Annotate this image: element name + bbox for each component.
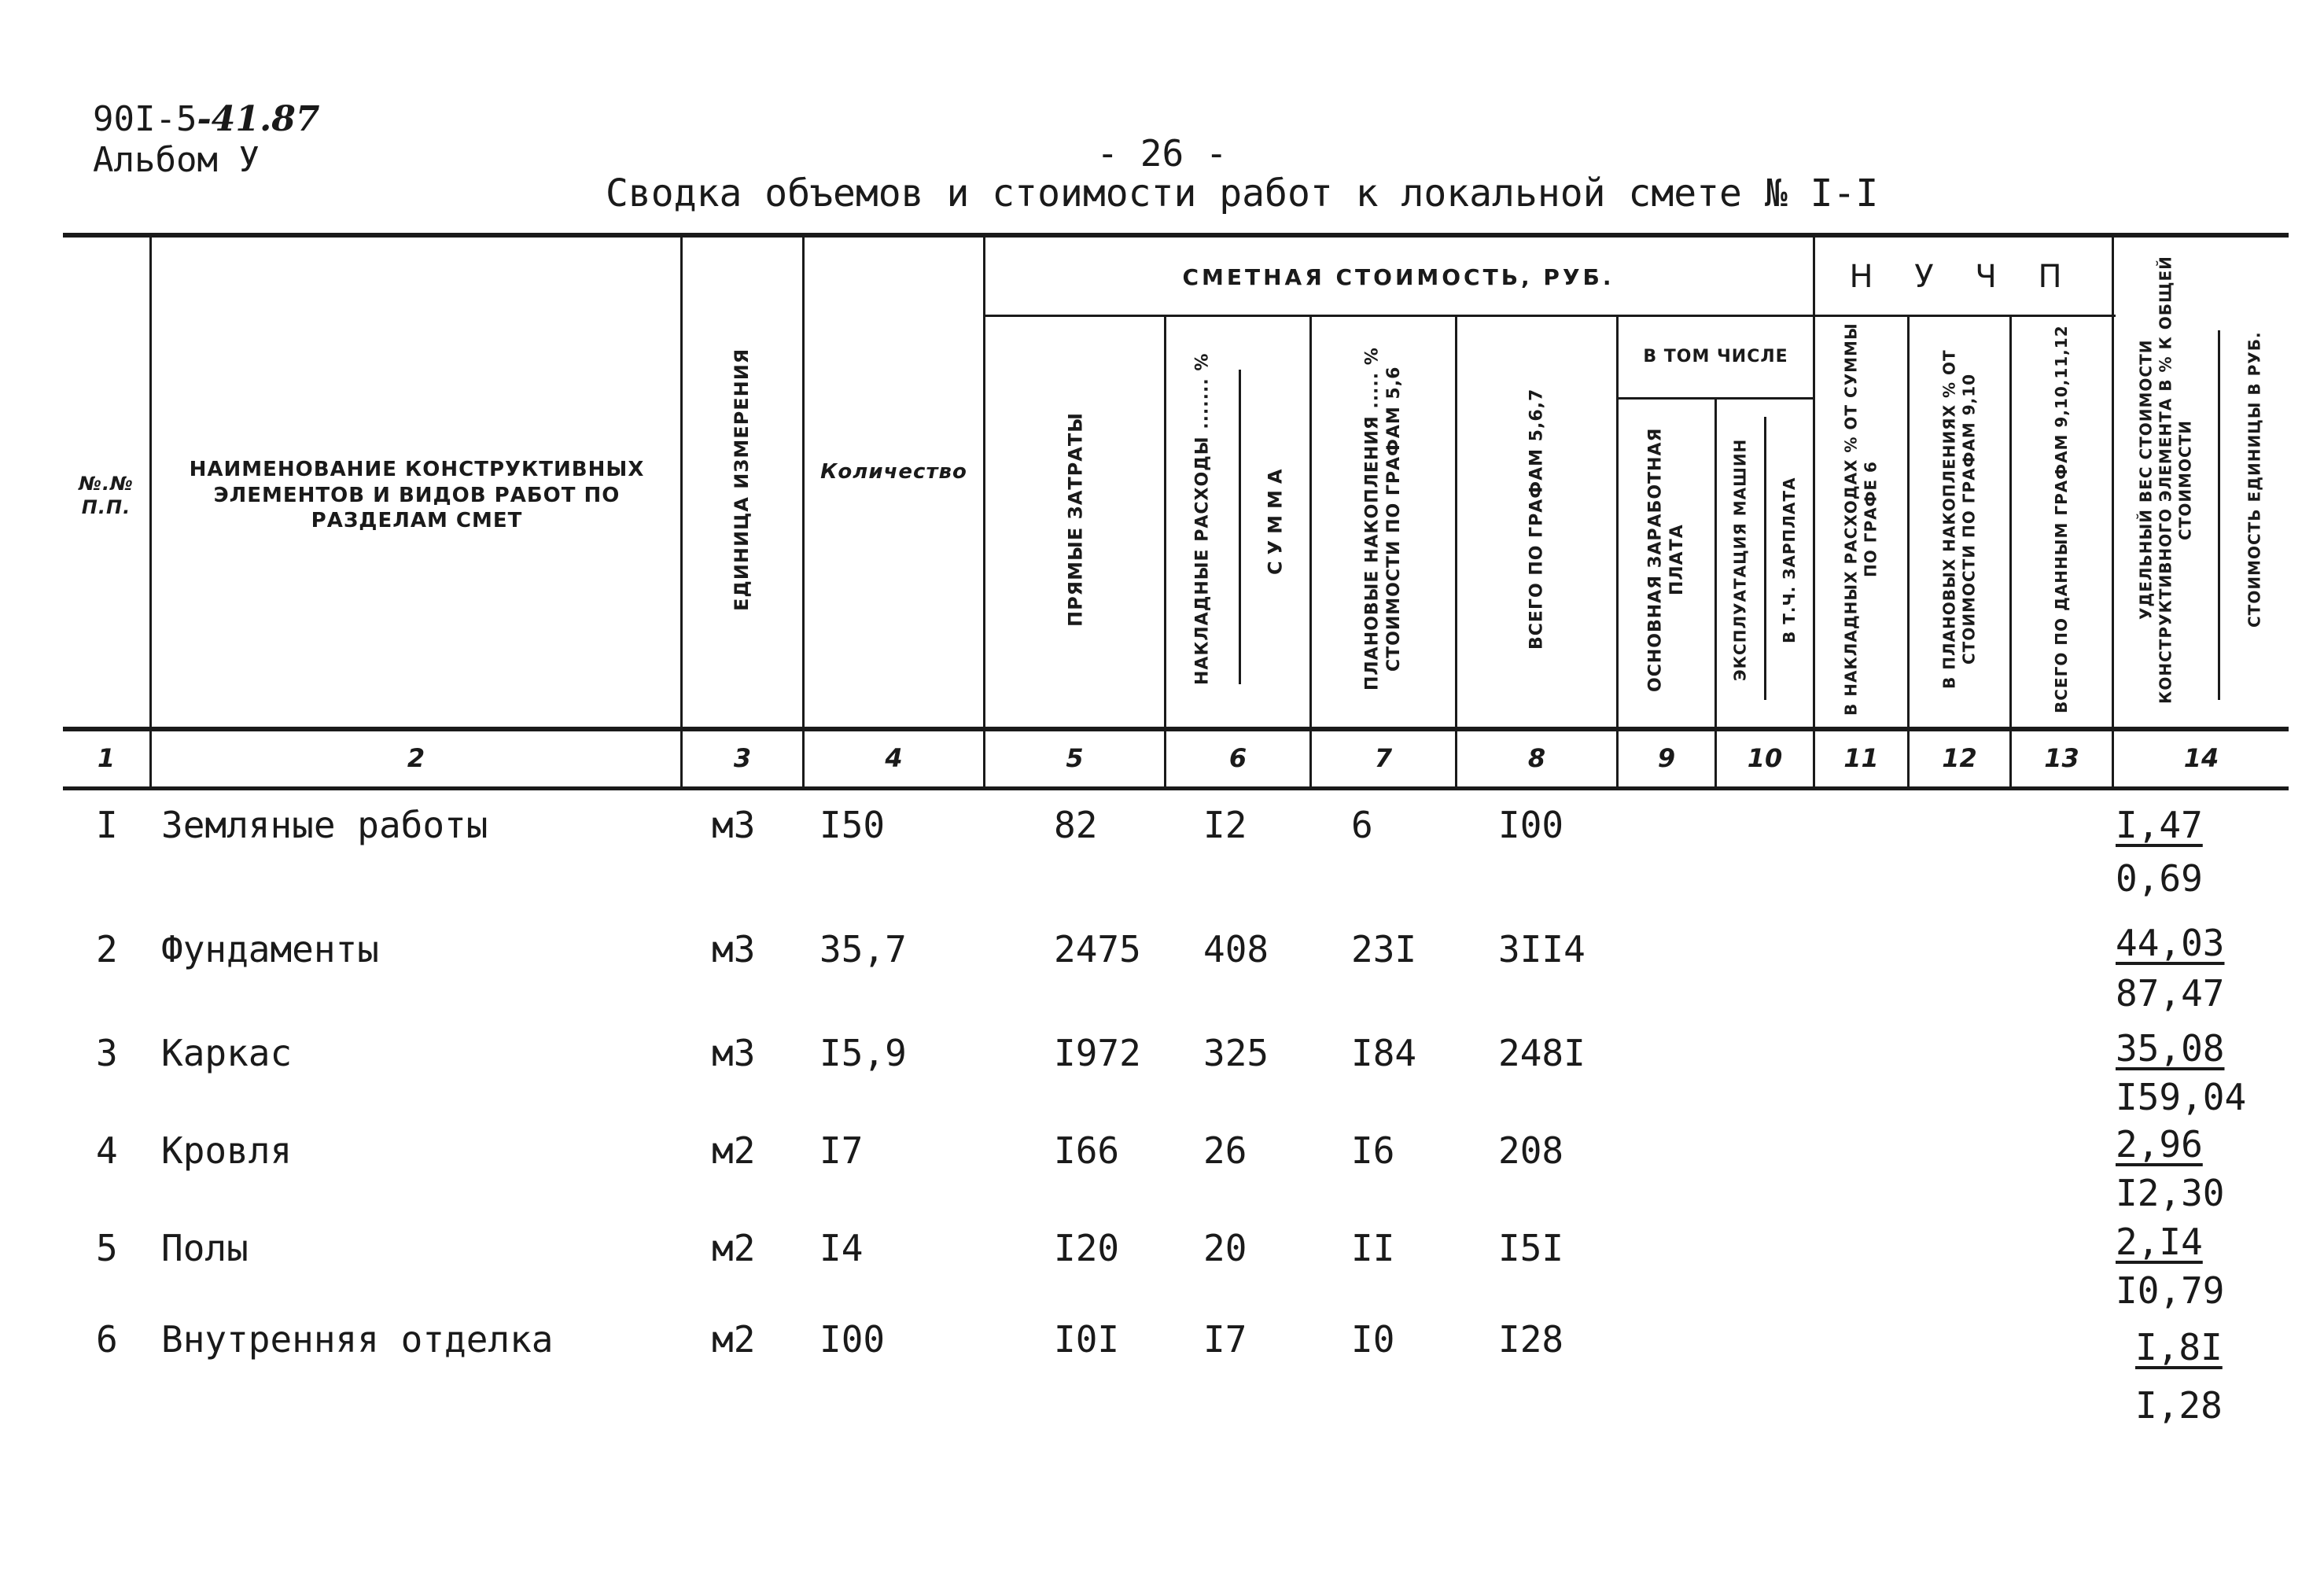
unit: м2 [712,1227,756,1269]
row-number: 2 [96,928,118,970]
header-element-name: НАИМЕНОВАНИЕ КОНСТРУКТИВНЫХ ЭЛЕМЕНТОВ И ВИДОВ РАБОТ ПО РАЗДЕЛАМ СМЕТ [189,458,645,533]
direct-costs: I972 [1054,1032,1141,1074]
planned-savings: I84 [1351,1032,1417,1074]
element-name: Полы [161,1227,249,1269]
direct-costs: I66 [1054,1129,1120,1172]
header-quantity: Количество [820,459,967,484]
row-number: 3 [96,1032,118,1074]
row-number: 5 [96,1227,118,1269]
unit: м2 [712,1318,756,1361]
element-name: Каркас [161,1032,293,1074]
table-top-rule [63,233,2289,238]
total: 208 [1498,1129,1564,1172]
quantity: I4 [819,1227,864,1269]
unit: м3 [712,928,756,970]
album-label: Альбом У [93,140,260,180]
share-percent: I,8I [2135,1326,2223,1368]
header-estimated-cost: СМЕТНАЯ СТОИМОСТЬ, РУБ. [1182,263,1615,290]
unit-cost: I0,79 [2116,1269,2225,1312]
unit-cost: 0,69 [2116,857,2203,900]
quantity: I7 [819,1129,864,1172]
share-percent: 2,I4 [2116,1221,2203,1263]
planned-savings: I6 [1351,1129,1395,1172]
column-number: 12 [1942,743,1977,773]
planned-savings: I0 [1351,1318,1395,1361]
col14-split-line [2218,330,2220,700]
header-nuchp-total: ВСЕГО ПО ДАННЫМ ГРАФАМ 9,10,11,12 [2052,325,2071,713]
col-divider [1164,315,1166,786]
header-direct-costs: ПРЯМЫЕ ЗАТРАТЫ [1064,411,1087,627]
overhead: I2 [1203,804,1247,846]
group-header-rule [983,315,2116,317]
share-percent: I,47 [2116,804,2203,846]
header-unit: ЕДИНИЦА ИЗМЕРЕНИЯ [731,348,753,612]
direct-costs: I20 [1054,1227,1120,1269]
header-machine-wage: В Т.Ч. ЗАРПЛАТА [1780,477,1799,643]
header-nuchp-overhead: В НАКЛАДНЫХ РАСХОДАХ % ОТ СУММЫ ПО ГРАФЕ 6 [1841,322,1880,716]
header-base-wage: ОСНОВНАЯ ЗАРАБОТНАЯ ПЛАТА [1645,427,1687,693]
header-overhead-sum: СУММА [1264,462,1287,576]
header-unit-cost: СТОИМОСТЬ ЕДИНИЦЫ В РУБ. [2245,331,2264,628]
unit-cost: I2,30 [2116,1172,2225,1214]
column-number: 8 [1527,743,1546,773]
column-number: 3 [733,743,752,773]
direct-costs: 2475 [1054,928,1141,970]
column-number: 14 [2183,743,2219,773]
overhead: I7 [1203,1318,1247,1361]
column-number: 2 [407,743,425,773]
unit-cost: 87,47 [2116,972,2225,1015]
col-divider [983,236,985,786]
share-percent: 35,08 [2116,1027,2225,1070]
element-name: Земляные работы [161,804,488,846]
element-name: Внутренняя отделка [161,1318,554,1361]
column-number: 4 [885,743,903,773]
row-number: I [96,804,118,846]
quantity: I00 [819,1318,886,1361]
page-number: - 26 - [1096,132,1228,175]
overhead: 408 [1203,928,1269,970]
element-name: Кровля [161,1129,293,1172]
direct-costs: 82 [1054,804,1098,846]
unit-cost: I59,04 [2116,1076,2247,1118]
header-share-percent: УДЕЛЬНЫЙ ВЕС СТОИМОСТИ КОНСТРУКТИВНОГО ЭЛЕМЕНТА В % К ОБЩЕЙ СТОИМОСТИ [2136,256,2195,704]
unit: м2 [712,1129,756,1172]
header-nuchp: Н У Ч П [1849,259,2078,295]
column-number: 7 [1374,743,1393,773]
header-bottom-rule [63,727,2289,731]
header-machine-operation: ЭКСПЛУАТАЦИЯ МАШИН [1730,438,1750,682]
total: I28 [1498,1318,1564,1361]
total: I5I [1498,1227,1564,1269]
row-number: 4 [96,1129,118,1172]
header-nuchp-planned: В ПЛАНОВЫХ НАКОПЛЕНИЯХ % ОТ СТОИМОСТИ ПО ГРАФАМ 9,10 [1939,349,1979,689]
quantity: I5,9 [819,1032,907,1074]
element-name: Фундаменты [161,928,379,970]
header-total-5-6-7: ВСЕГО ПО ГРАФАМ 5,6,7 [1527,388,1547,650]
header-overhead-percent: НАКЛАДНЫЕ РАСХОДЫ ....... % [1192,352,1213,686]
col-divider [2112,236,2114,786]
total: 248I [1498,1032,1586,1074]
column-number: 5 [1066,743,1084,773]
total: 3II4 [1498,928,1586,970]
overhead: 26 [1203,1129,1247,1172]
document-code-handwritten: -41.87 [197,99,320,139]
header-including: В ТОМ ЧИСЛЕ [1643,347,1788,367]
overhead: 20 [1203,1227,1247,1269]
column-number: 6 [1228,743,1247,773]
overhead: 325 [1203,1032,1269,1074]
column-number: 11 [1843,743,1879,773]
header-row-number: №.№ П.П. [79,473,134,518]
quantity: I50 [819,804,886,846]
header-planned-savings: ПЛАНОВЫЕ НАКОПЛЕНИЯ ..... % СТОИМОСТИ ПО ГРАФАМ 5,6 [1362,347,1404,691]
column-number: 1 [97,743,116,773]
direct-costs: I0I [1054,1318,1120,1361]
column-number: 9 [1657,743,1676,773]
document-code-printed: 90I-5 [93,99,197,139]
unit: м3 [712,1032,756,1074]
planned-savings: 6 [1351,804,1373,846]
document-title: Сводка объемов и стоимости работ к локальной смете № I-I [606,171,1879,215]
share-percent: 44,03 [2116,922,2225,964]
colnum-bottom-rule [63,786,2289,790]
unit-cost: I,28 [2135,1384,2223,1427]
quantity: 35,7 [819,928,907,970]
column-number: 10 [1747,743,1783,773]
total: I00 [1498,804,1564,846]
column-number: 13 [2044,743,2079,773]
planned-savings: 23I [1351,928,1417,970]
planned-savings: II [1351,1227,1395,1269]
row-number: 6 [96,1318,118,1361]
col-divider [149,236,152,786]
share-percent: 2,96 [2116,1123,2203,1166]
unit: м3 [712,804,756,846]
